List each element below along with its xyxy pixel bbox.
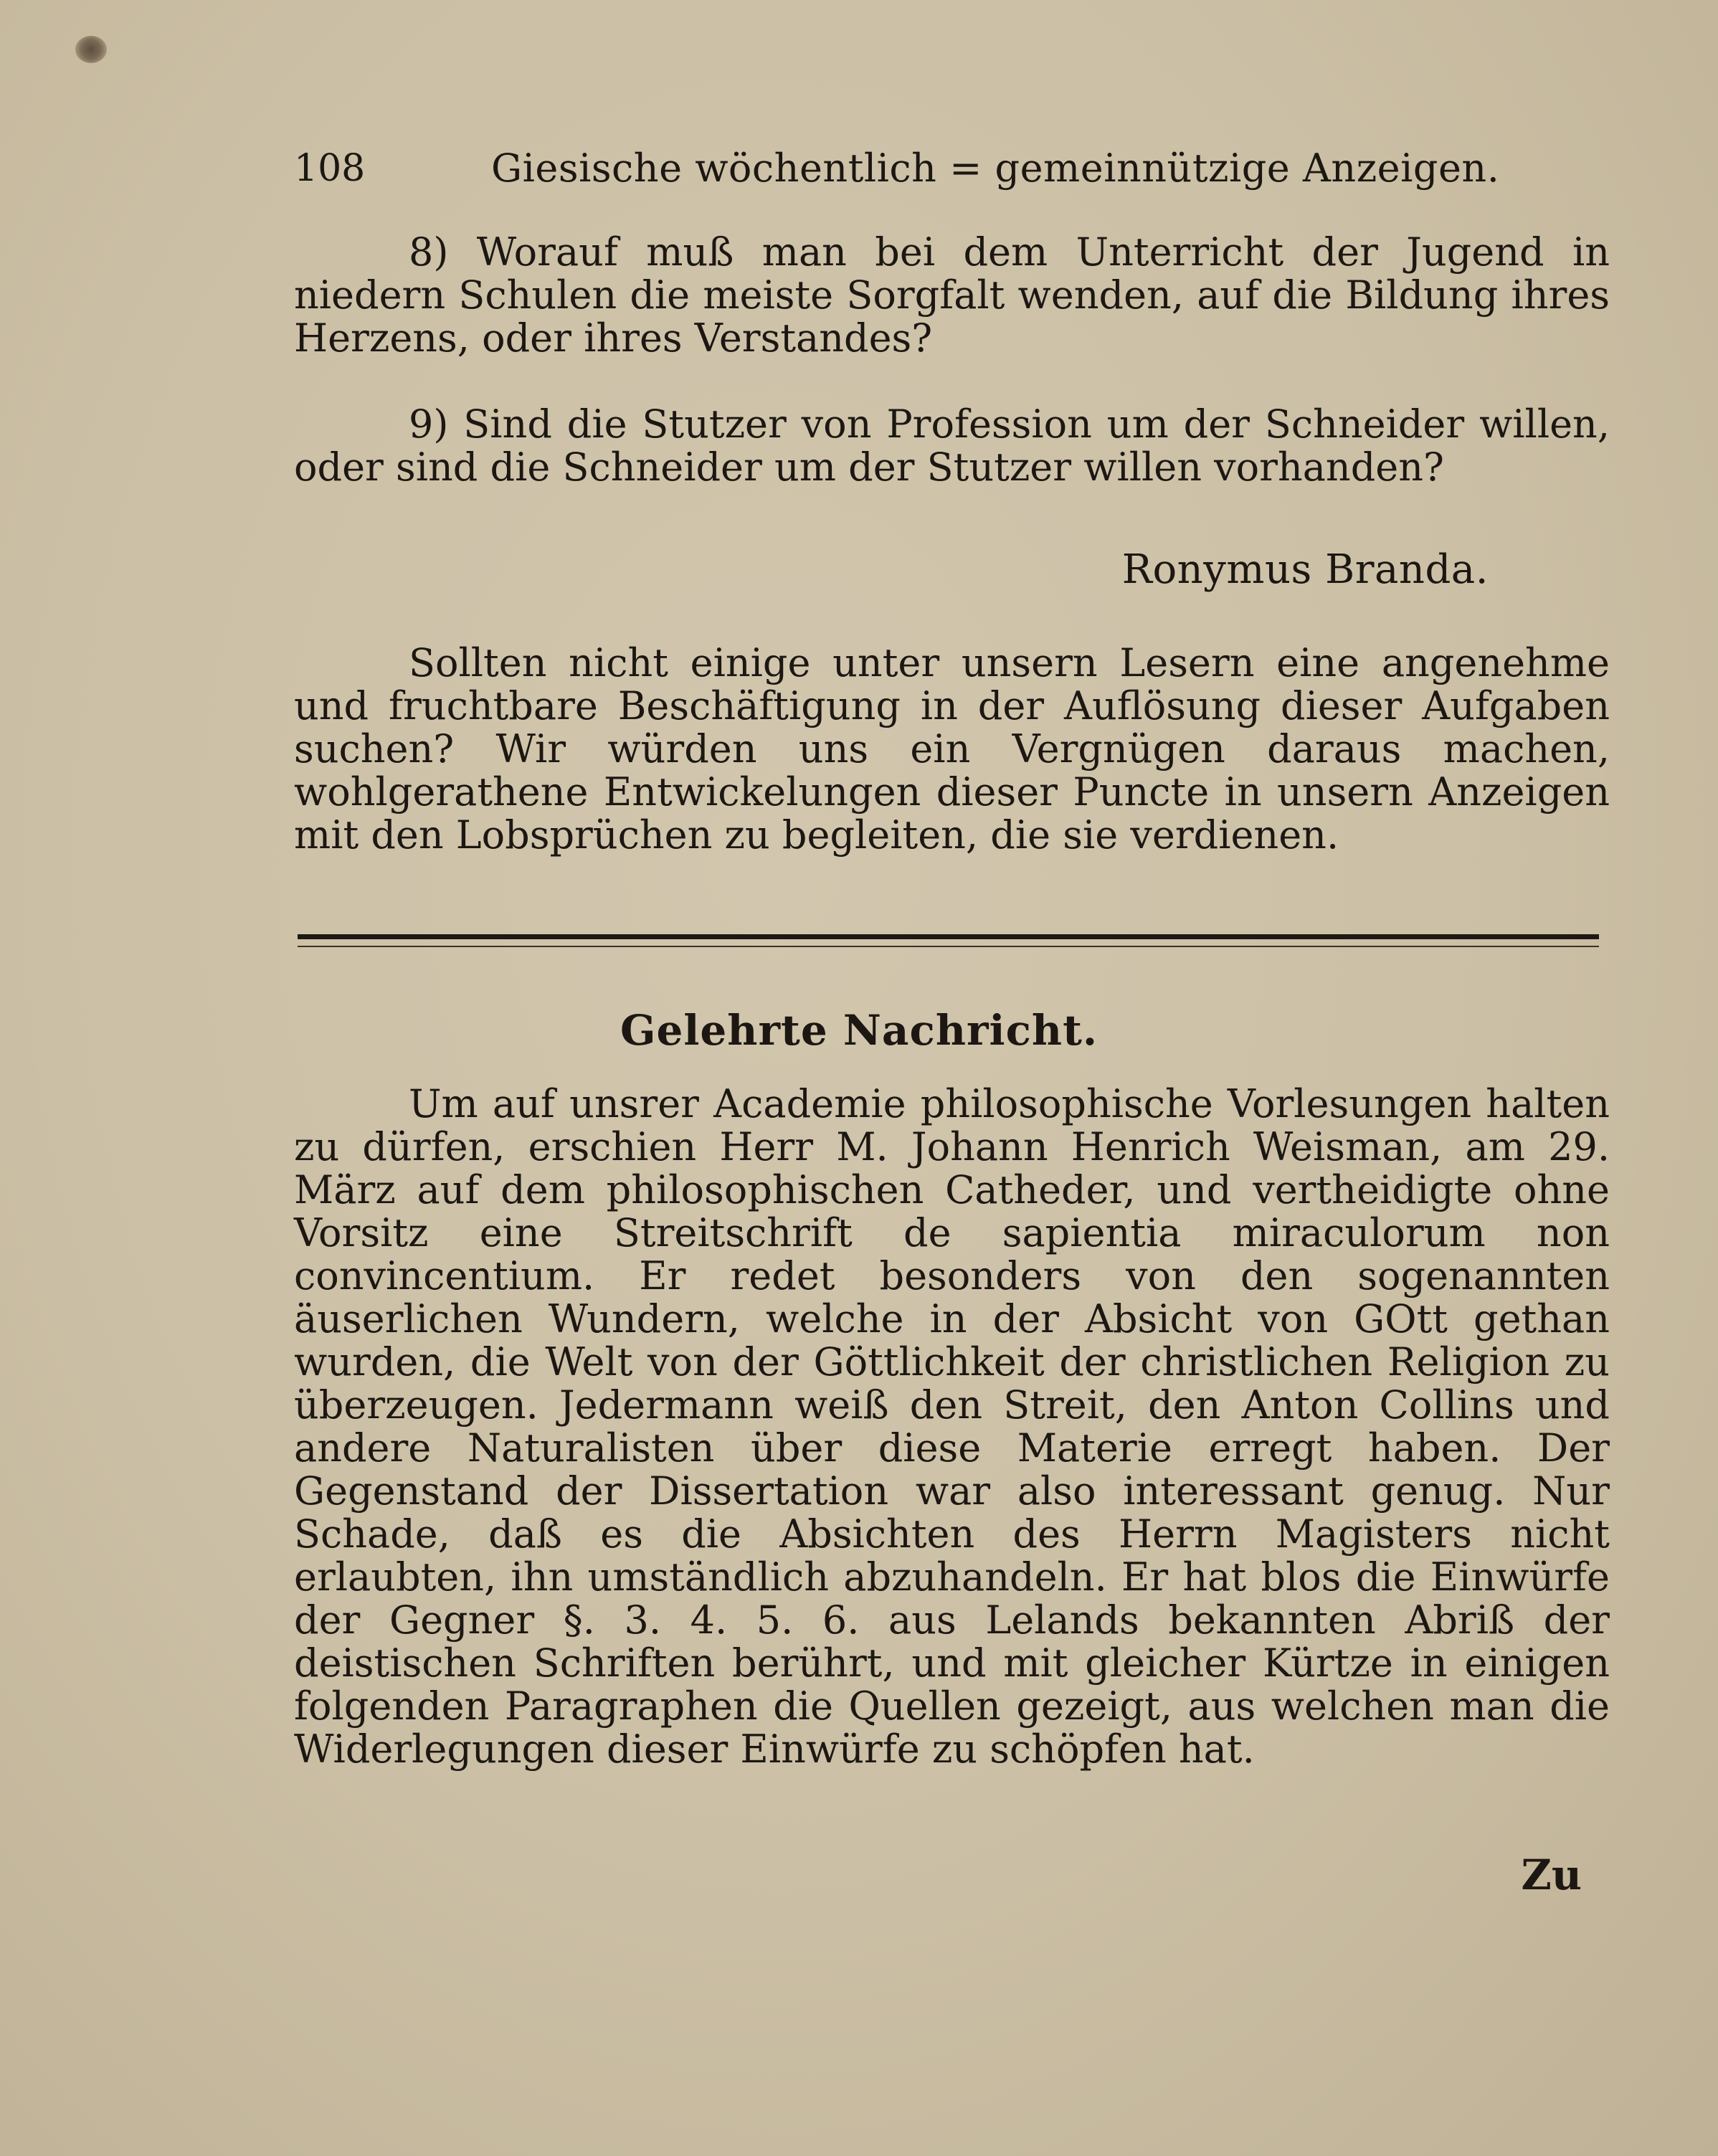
question-8: 8) Worauf muß man bei dem Unterricht der Jugend in niedern Schulen die meiste Sorgfalt wenden, auf die Bildung ihres Herzens, oder ihres Verstandes?	[294, 229, 1610, 361]
ink-stain	[75, 36, 107, 63]
section-body: Um auf unsrer Academie philosophische Vorlesungen halten zu dürfen, erschien Herr M. Johann Henrich Weisman, am 29. März auf dem philosophischen Catheder, und vertheidigte ohne Vorsitz eine Streitschrift de sapientia miraculorum non convincentium. Er redet besonders von den sogenannten äuserlichen Wundern, welche in der Absicht von GOtt gethan wurden, die Welt von der Göttlichkeit der christlichen Religion zu überzeugen. Jedermann weiß den Streit, den Anton Collins und andere Naturalisten über diese Materie erregt haben. Der Gegenstand der Dissertation war also interessant genug. Nur Schade, daß es die Absichten des Herrn Magisters nicht erlaubten, ihn umständlich abzuhandeln. Er hat blos die Einwürfe der Gegner §. 3. 4. 5. 6. aus Lelands bekannten Abriß der deistischen Schriften berührt, und mit gleicher Kürtze in einigen folgenden Paragraphen die Quellen gezeigt, aus welchen man die Widerlegungen dieser Einwürfe zu schöpfen hat.	[294, 1081, 1610, 1772]
page-number: 108	[294, 147, 366, 190]
page-header	[294, 143, 1500, 194]
catchword: Zu	[1521, 1851, 1582, 1899]
section-divider	[298, 934, 1599, 939]
running-title: Giesische wöchentlich = gemeinnützige Anzeigen.	[491, 146, 1500, 191]
section-title: Gelehrte Nachricht.	[620, 1006, 1098, 1055]
question-9: 9) Sind die Stutzer von Profession um der Schneider willen, oder sind die Schneider um der Stutzer willen vorhanden?	[294, 402, 1610, 490]
section-divider-thin	[298, 946, 1599, 947]
invitation-paragraph: Sollten nicht einige unter unsern Lesern eine angenehme und fruchtbare Beschäftigung in der Auflösung dieser Aufgaben suchen? Wir würden uns ein Vergnügen daraus machen, wohlgerathene Entwickelungen dieser Puncte in unsern Anzeigen mit den Lobsprüchen zu begleiten, die sie verdienen.	[294, 640, 1610, 858]
signature: Ronymus Branda.	[1121, 546, 1489, 593]
